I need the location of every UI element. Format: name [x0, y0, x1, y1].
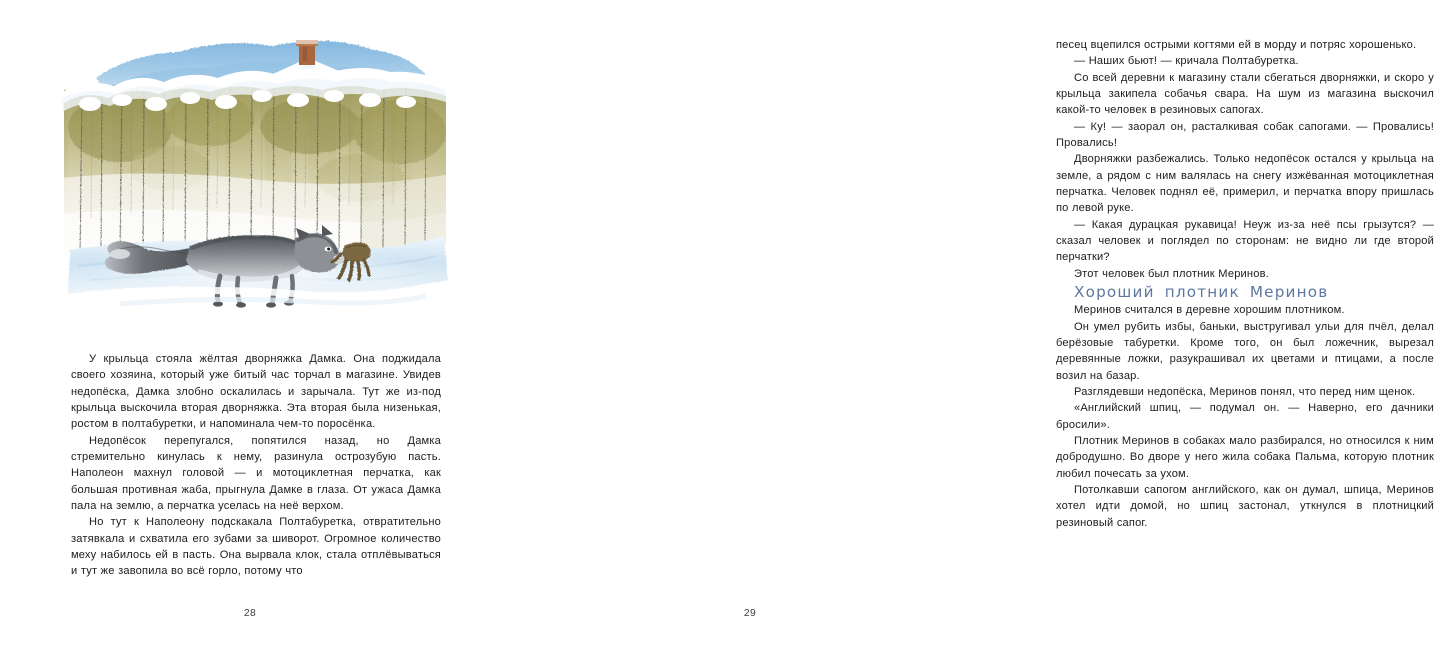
paragraph: «Английский шпиц, — подумал он. — Наверно, его дачники бросили». [1056, 402, 1434, 431]
page-number-left: 28 [243, 608, 257, 619]
chapter-title: Хороший плотник Меринов [1074, 283, 1329, 302]
page-number-right: 29 [743, 608, 757, 619]
paragraph: Плотник Меринов в собаках мало разбирался, но относился к ним добродушно. Во дворе у него жила собака Пальма, которую плотник любил почесать за ухом. [1056, 434, 1434, 480]
fox-eye [325, 247, 332, 252]
paragraph: Потолкавши сапогом английского, как он думал, шпица, Меринов хотел идти домой, но шпиц застонал, уткнулся в плотницкий резиновый сапог. [1056, 483, 1434, 529]
illustration-svg [60, 28, 450, 320]
left-page [0, 0, 500, 654]
illustration-winter-village-fence-with-arctic-fox [60, 28, 450, 320]
left-page-text-column [71, 351, 441, 580]
right-page-text-column [1056, 37, 1434, 531]
paragraph: Разглядевши недопёска, Меринов понял, что перед ним щенок. [1074, 385, 1416, 398]
paragraph: Со всей деревни к магазину стали сбегаться дворняжки, и скоро у крыльца закипела собачья свара. На шум из магазина выскочил какой-то человек в резиновых сапогах. [1056, 71, 1434, 117]
chimney-icon [296, 40, 318, 65]
paragraph: — Ку! — заорал он, расталкивая собак сапогами. — Провались! Провались! [1056, 120, 1434, 150]
paragraph: Он умел рубить избы, баньки, выстругивал ульи для пчёл, делал берёзовые табуретки. Кроме того, он был ложечник, вырезал деревянные ложки, разукрашивал их цветами и птицами, а после возил на базар. [1056, 320, 1434, 382]
paragraph: Недопёсок перепугался, попятился назад, но Дамка стремительно кинулась к нему, разинула острозубую пасть. Наполеон махнул головой — и мотоциклетная перчатка, как большая противная жаба, прыгнула Дамке в глаза. От ужаса Дамка пала на землю, а перчатка уселась на неё верхом. [71, 434, 441, 513]
paragraph: — Наших бьют! — кричала Полтабуретка. [1074, 55, 1299, 68]
paragraph: Дворняжки разбежались. Только недопёсок остался у крыльца на земле, а рядом с ним валялась на снегу изжёванная мотоциклетная перчатка. Человек поднял её, примерил, и перчатка впору пришлась по левой руке. [1056, 153, 1434, 215]
paragraph: Этот человек был плотник Меринов. [1074, 267, 1269, 280]
right-page [500, 0, 1434, 654]
paragraph: песец вцепился острыми когтями ей в морду и потряс хорошенько. [1056, 39, 1417, 51]
paragraph: Но тут к Наполеону подскакала Полтабуретка, отвратительно затявкала и схватила его зубами за шиворот. Огромное количество меху набилось ей в пасть. Она вырвала клок, стала отплёвываться и тут же завопила во всё горло, потому что [71, 516, 441, 578]
paragraph: Меринов считался в деревне хорошим плотником. [1074, 304, 1345, 317]
paragraph: — Какая дурацкая рукавица! Неуж из-за неё псы грызутся? — сказал человек и поглядел по сторонам: не видно ли где второй перчатки? [1056, 218, 1434, 264]
paragraph: У крыльца стояла жёлтая дворняжка Дамка. Она поджидала своего хозяина, который уже битый час торчал в магазине. Увидев недопёска, Дамка злобно оскалилась и зарычала. Тут же из-под крыльца выскочила вторая дворняжка. Эта вторая была низенькая, ростом в полтабуретки, и напоминала чем-то поросёнка. [71, 353, 441, 431]
